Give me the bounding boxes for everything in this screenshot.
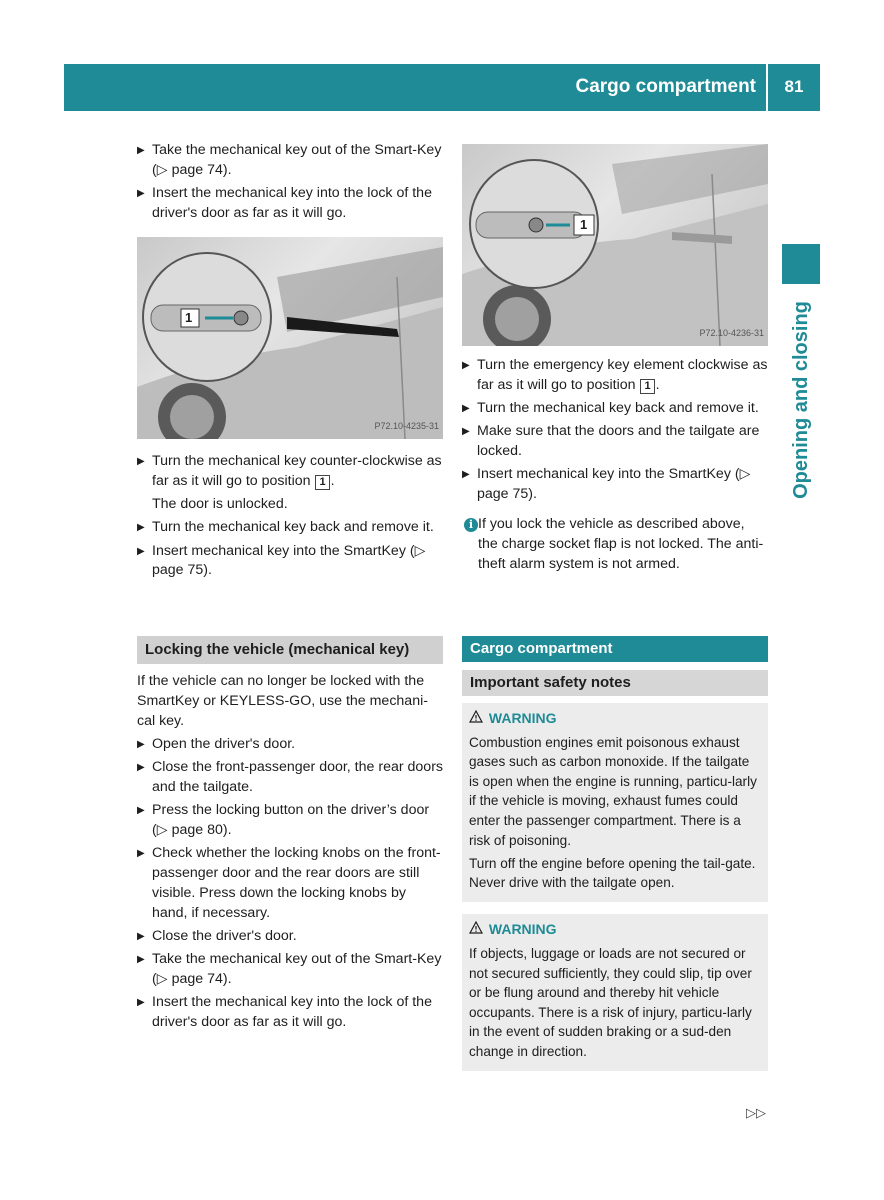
header-bar bbox=[64, 64, 820, 111]
right-top-steps bbox=[462, 356, 768, 574]
left-top-steps bbox=[137, 141, 443, 227]
figure-code: P72.10-4235-31 bbox=[374, 421, 439, 432]
warning-header: WARNING bbox=[469, 709, 761, 729]
bullet-icon: ▶ bbox=[137, 931, 145, 943]
result-text: The door is unlocked. bbox=[152, 496, 288, 513]
chapter-tab bbox=[782, 244, 820, 284]
bullet-icon: ▶ bbox=[137, 738, 145, 750]
continue-marker: ▷▷ bbox=[746, 1105, 766, 1120]
bullet-icon: ▶ bbox=[137, 848, 145, 860]
bullet-icon: ▶ bbox=[462, 360, 470, 371]
bullet-icon: ▶ bbox=[137, 456, 145, 467]
chapter-label: Opening and closing bbox=[790, 301, 812, 499]
warning-triangle-icon bbox=[469, 709, 485, 729]
step-item: ▶ Turn the mechanical key back and remove it. bbox=[137, 518, 443, 538]
bullet-icon: ▶ bbox=[462, 426, 470, 438]
step-item: ▶ Insert mechanical key into the SmartKey (▷ page 75). bbox=[137, 542, 426, 579]
car-door-illustration bbox=[137, 237, 443, 439]
locking-section bbox=[137, 636, 443, 1037]
info-icon: i bbox=[464, 518, 478, 532]
bullet-icon: ▶ bbox=[137, 545, 145, 557]
section-heading: Cargo compartment bbox=[462, 636, 768, 662]
subsection-heading: Important safety notes bbox=[462, 670, 768, 696]
step-item: ▶ Insert the mechanical key into the lock of the driver's door as far as it will go. bbox=[137, 185, 432, 221]
header-title: Cargo compartment bbox=[575, 76, 756, 97]
step-item: ▶ Insert mechanical key into the SmartKey (▷ page 75). bbox=[462, 466, 751, 503]
step-item: ▶ Check whether the locking knobs on the front-passenger door and the rear doors are still visible. Press down the locking knobs by hand, if necessary. bbox=[137, 845, 441, 921]
step-item: ▶ Turn the mechanical key back and remove it. bbox=[462, 399, 768, 419]
bullet-icon: ▶ bbox=[137, 762, 145, 774]
step-item: ▶ Press the locking button on the driver’s door (▷ page 80). bbox=[137, 802, 430, 839]
warning-box: WARNING Combustion engines emit poisonous exhaust gases such as carbon monoxide. If the tailgate is open when the engine is running, particu-larly if the vehicle is moving, exhaust fumes could enter the passenger compartment. There is a risk of poisoning. Turn off the engine before opening the tail-gate. Never drive with the tailgate open. bbox=[462, 703, 768, 902]
bullet-icon: ▶ bbox=[137, 997, 145, 1009]
bullet-icon: ▶ bbox=[137, 145, 145, 156]
figure-door-lock-right bbox=[462, 144, 768, 346]
figure-door-lock-left bbox=[137, 237, 443, 439]
left-mid-steps bbox=[137, 452, 443, 585]
step-item: ▶ Insert the mechanical key into the lock of the driver's door as far as it will go. bbox=[137, 994, 432, 1031]
bullet-icon: ▶ bbox=[137, 188, 145, 200]
bullet-icon: ▶ bbox=[137, 805, 145, 817]
car-door-illustration bbox=[462, 144, 768, 346]
position-key: 1 bbox=[315, 475, 329, 490]
step-item: ▶ Close the front-passenger door, the rear doors and the tailgate. bbox=[137, 759, 444, 795]
figure-code: P72.10-4236-31 bbox=[699, 328, 764, 339]
section-heading: Locking the vehicle (mechanical key) bbox=[137, 636, 443, 664]
info-note: i If you lock the vehicle as described above, the charge socket flap is not locked. The anti-theft alarm system is not armed. bbox=[462, 515, 768, 574]
warning-triangle-icon bbox=[469, 920, 485, 940]
step-item: ▶ Open the driver's door. bbox=[137, 735, 443, 755]
position-key: 1 bbox=[640, 379, 654, 394]
page-number: 81 bbox=[784, 77, 804, 96]
bullet-icon: ▶ bbox=[137, 954, 145, 966]
bullet-icon: ▶ bbox=[462, 469, 470, 481]
step-item: ▶ Turn the emergency key element clockwise as far as it will go to position 1 . bbox=[462, 357, 768, 393]
figure-callout: 1 bbox=[580, 217, 588, 232]
step-item: ▶ Make sure that the doors and the tailgate are locked. bbox=[462, 423, 760, 460]
step-item: ▶ Take the mechanical key out of the Smart-Key (▷ page 74). bbox=[137, 951, 442, 988]
step-item: ▶ Take the mechanical key out of the Smart-Key (▷ page 74). bbox=[137, 142, 442, 178]
cargo-section bbox=[462, 636, 768, 1071]
figure-callout: 1 bbox=[185, 310, 193, 325]
section-intro: If the vehicle can no longer be locked with the SmartKey or KEYLESS-GO, use the mechani-cal key. bbox=[137, 673, 428, 729]
bullet-icon: ▶ bbox=[137, 522, 145, 534]
step-item: ▶ Close the driver's door. bbox=[137, 927, 443, 947]
step-item: ▶ Turn the mechanical key counter-clockwise as far as it will go to position 1 . bbox=[137, 453, 442, 489]
warning-box: WARNING If objects, luggage or loads are not secured or not secured sufficiently, they could slip, tip over or be flung around and thereby hit vehicle occupants. There is a risk of injury, particu-larly in the event of sudden braking or a sud-den change in direction. bbox=[462, 914, 768, 1071]
warning-header: WARNING bbox=[469, 920, 761, 940]
bullet-icon: ▶ bbox=[462, 403, 470, 415]
